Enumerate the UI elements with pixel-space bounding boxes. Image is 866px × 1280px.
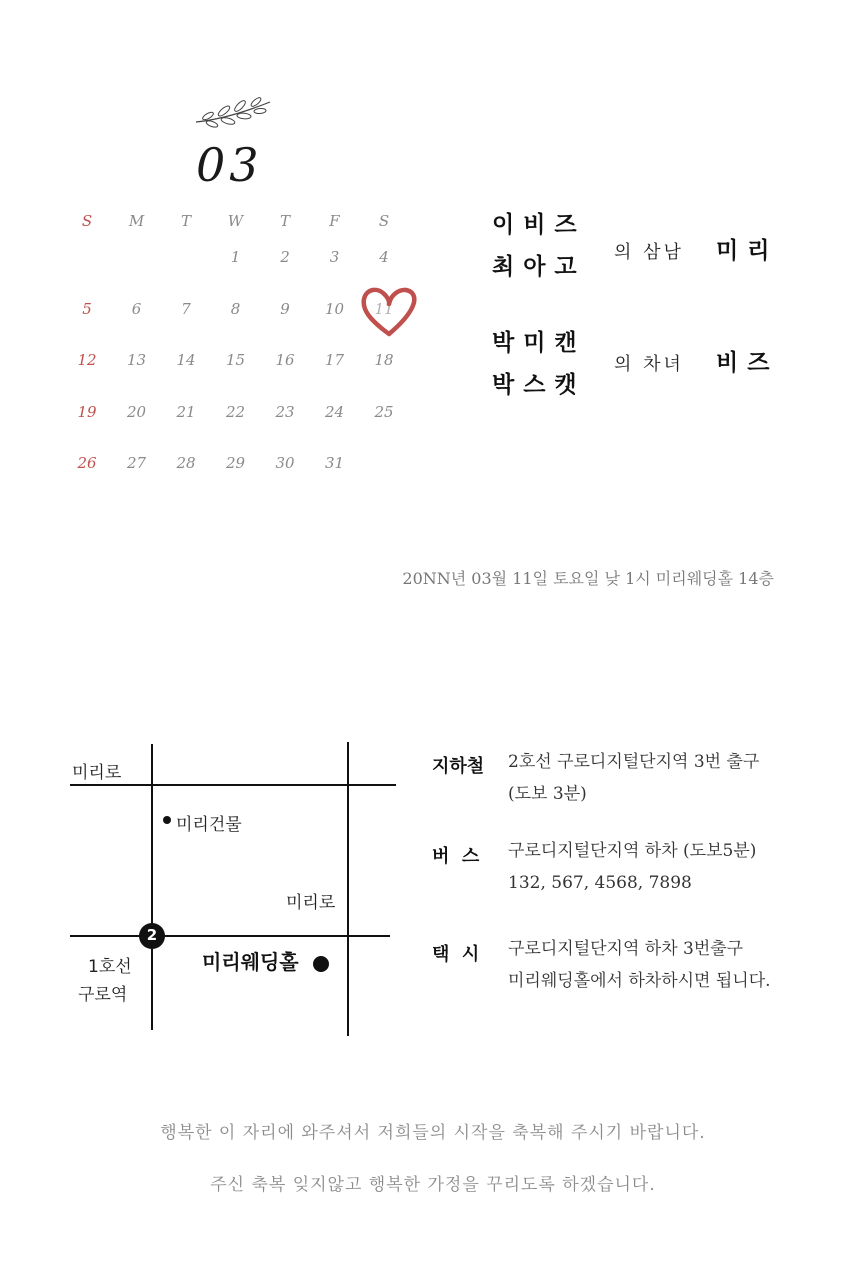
weekday-header: T xyxy=(180,212,191,230)
calendar-day: 8 xyxy=(230,299,241,318)
calendar-day: 2 xyxy=(280,248,290,266)
groom-mother-name: 최아고 xyxy=(492,254,586,280)
bride-mother-name: 박스캣 xyxy=(492,372,586,398)
weekday-header: T xyxy=(279,212,290,230)
map-station-name: 구로역 xyxy=(78,985,128,1005)
calendar-day: 3 xyxy=(329,248,340,266)
weekday-header: S xyxy=(81,212,93,230)
heart-icon xyxy=(360,284,418,338)
calendar-day-highlighted: 11 xyxy=(374,299,394,318)
calendar-day: 25 xyxy=(374,402,394,421)
calendar-month: 03 xyxy=(196,138,263,192)
calendar-day: 20 xyxy=(126,402,147,421)
subway-line-2: (도보 3분) xyxy=(508,784,587,804)
map-road-label-mid: 미리로 xyxy=(286,893,336,913)
map-station-line: 1호선 xyxy=(88,957,132,977)
calendar-day: 13 xyxy=(126,351,147,369)
calendar-day: 27 xyxy=(126,454,147,472)
bride-father-name: 박미캔 xyxy=(492,330,586,356)
taxi-line-2: 미리웨딩홀에서 하차하시면 됩니다. xyxy=(508,971,771,991)
calendar-day: 28 xyxy=(176,454,196,472)
calendar-day: 31 xyxy=(324,454,345,472)
calendar-day: 29 xyxy=(225,454,246,472)
calendar-day: 1 xyxy=(230,248,241,266)
wedding-date-line: 20NN년 03월 11일 토요일 낮 1시 미리웨딩홀 14층 xyxy=(402,569,774,588)
closing-line-2: 주신 축복 잊지않고 행복한 가정을 꾸리도록 하겠습니다. xyxy=(210,1175,656,1195)
weekday-header: F xyxy=(329,212,340,230)
weekday-header: W xyxy=(227,212,244,230)
bus-line-2: 132, 567, 4568, 7898 xyxy=(508,873,692,893)
taxi-label: 택 시 xyxy=(432,944,480,965)
subway-info xyxy=(508,746,759,810)
taxi-info xyxy=(508,933,771,997)
taxi-line-1: 구로디지털단지역 하차 3번출구 xyxy=(508,939,744,959)
calendar-day: 5 xyxy=(82,299,92,318)
leaf-sprig-icon xyxy=(192,94,274,130)
bride-relation: 의 차녀 xyxy=(614,354,684,375)
calendar-day: 22 xyxy=(225,402,246,421)
groom-relation: 의 삼남 xyxy=(614,242,684,263)
calendar-day: 16 xyxy=(275,351,295,369)
calendar-day: 23 xyxy=(275,402,295,421)
subway-line-1: 2호선 구로디지털단지역 3번 출구 xyxy=(508,752,760,772)
calendar-day: 7 xyxy=(181,299,191,318)
map-road-label-top: 미리로 xyxy=(72,763,122,783)
calendar-day: 4 xyxy=(379,248,389,266)
calendar-day: 19 xyxy=(77,402,97,421)
calendar-day: 12 xyxy=(77,351,97,369)
bus-line-1: 구로디지털단지역 하차 (도보5분) xyxy=(508,841,757,861)
calendar-day: 6 xyxy=(131,299,142,318)
map-building-label: 미리건물 xyxy=(176,815,242,835)
calendar-day: 24 xyxy=(324,402,345,421)
subway-label: 지하철 xyxy=(432,756,485,777)
calendar-day: 15 xyxy=(225,351,246,369)
calendar-day: 30 xyxy=(275,454,295,472)
calendar-day: 10 xyxy=(324,299,345,318)
bus-label: 버 스 xyxy=(432,846,480,867)
groom-father-name: 이비즈 xyxy=(492,212,586,238)
calendar-day: 26 xyxy=(77,454,97,472)
map-exit-number: 2 xyxy=(146,926,158,944)
calendar-grid xyxy=(62,200,412,500)
calendar-day: 21 xyxy=(176,402,196,421)
map-venue-label: 미리웨딩홀 xyxy=(202,950,299,974)
calendar-day: 17 xyxy=(324,351,345,369)
closing-line-1: 행복한 이 자리에 와주셔서 저희들의 시작을 축복해 주시기 바랍니다. xyxy=(160,1123,706,1143)
calendar-day: 18 xyxy=(374,351,394,369)
groom-name: 미리 xyxy=(716,238,779,264)
bus-info xyxy=(508,835,756,899)
calendar-day: 9 xyxy=(280,299,290,318)
calendar-day: 14 xyxy=(176,351,196,369)
bride-name: 비즈 xyxy=(716,350,779,376)
weekday-header: S xyxy=(378,212,390,230)
weekday-header: M xyxy=(128,212,145,230)
